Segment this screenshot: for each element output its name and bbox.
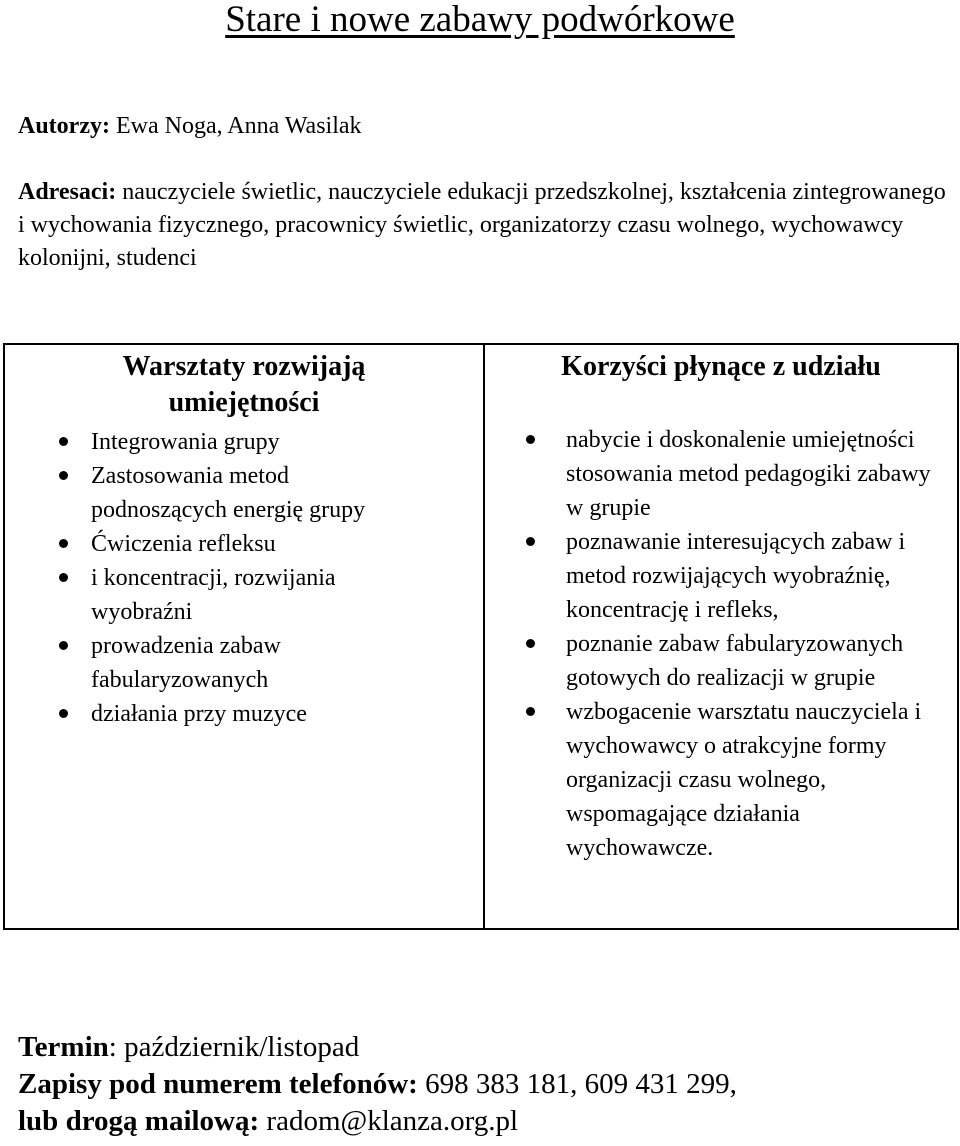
benefits-cell xyxy=(484,344,958,929)
list-item-text: prowadzenia zabaw fabularyzowanych xyxy=(91,633,281,693)
bullet-icon xyxy=(59,471,68,480)
authors-label: Autorzy: xyxy=(18,113,110,139)
list-item-text: działania przy muzyce xyxy=(91,701,307,727)
phones-line xyxy=(18,1066,737,1103)
list-item xyxy=(5,459,483,527)
workshop-heading: Warsztaty rozwijają umiejętności xyxy=(122,351,366,418)
list-item xyxy=(485,695,957,865)
bullet-icon xyxy=(59,539,68,548)
list-item xyxy=(5,629,483,697)
bullet-icon xyxy=(59,573,68,582)
list-item xyxy=(485,423,957,525)
list-item xyxy=(485,525,957,627)
list-item-text: wzbogacenie warsztatu nauczyciela i wychowawcy o atrakcyjne formy organizacji czasu wolnego, wspomagające działania wychowawcze. xyxy=(566,699,922,861)
list-item-text: i koncentracji, rozwijania wyobraźni xyxy=(91,565,336,625)
list-item-text: Integrowania grupy xyxy=(91,429,280,455)
list-item-text: poznawanie interesujących zabaw i metod rozwijających wyobraźnię, koncentrację i refleks, xyxy=(566,529,906,623)
audience-label: Adresaci: xyxy=(18,179,117,205)
term-line xyxy=(18,1029,359,1066)
list-item-text: Ćwiczenia refleksu xyxy=(91,531,276,557)
page-title-text: Stare i nowe zabawy podwórkowe xyxy=(225,0,735,40)
workshop-list xyxy=(5,425,483,731)
email-line xyxy=(18,1103,518,1140)
list-item xyxy=(5,527,483,561)
info-table xyxy=(3,343,959,930)
list-item xyxy=(5,697,483,731)
list-item xyxy=(5,425,483,459)
bullet-icon xyxy=(59,709,68,718)
bullet-icon xyxy=(526,707,535,716)
phones-label: Zapisy pod numerem telefonów: xyxy=(18,1068,418,1100)
bullet-icon xyxy=(526,537,535,546)
phones-value: 698 383 181, 609 431 299, xyxy=(417,1068,737,1100)
email-address[interactable]: radom@klanza.org.pl xyxy=(259,1105,519,1137)
list-item xyxy=(5,561,483,629)
list-item-text: Zastosowania metod podnoszących energię grupy xyxy=(91,463,366,523)
email-label: lub drogą mailową: xyxy=(18,1105,260,1137)
term-value: : październik/listopad xyxy=(108,1031,360,1063)
benefits-list xyxy=(485,423,957,865)
bullet-icon xyxy=(526,435,535,444)
bullet-icon xyxy=(59,437,68,446)
bullet-icon xyxy=(526,639,535,648)
authors-line xyxy=(18,110,362,143)
audience-paragraph xyxy=(18,176,948,275)
list-item-text: nabycie i doskonalenie umiejętności stosowania metod pedagogiki zabawy w grupie xyxy=(566,427,931,521)
term-label: Termin xyxy=(18,1031,109,1063)
list-item-text: poznanie zabaw fabularyzowanych gotowych do realizacji w grupie xyxy=(566,631,904,691)
page-title xyxy=(0,0,960,40)
audience-value: nauczyciele świetlic, nauczyciele edukacji przedszkolnej, kształcenia zintegrowanego i wychowania fizycznego, pracownicy świetlic, organizatorzy czasu wolnego, wychowawcy kolonijni, studenci xyxy=(18,179,946,271)
benefits-heading: Korzyści płynące z udziału xyxy=(561,351,881,382)
list-item xyxy=(485,627,957,695)
bullet-icon xyxy=(59,641,68,650)
workshop-cell xyxy=(4,344,484,929)
authors-value: Ewa Noga, Anna Wasilak xyxy=(109,113,362,139)
